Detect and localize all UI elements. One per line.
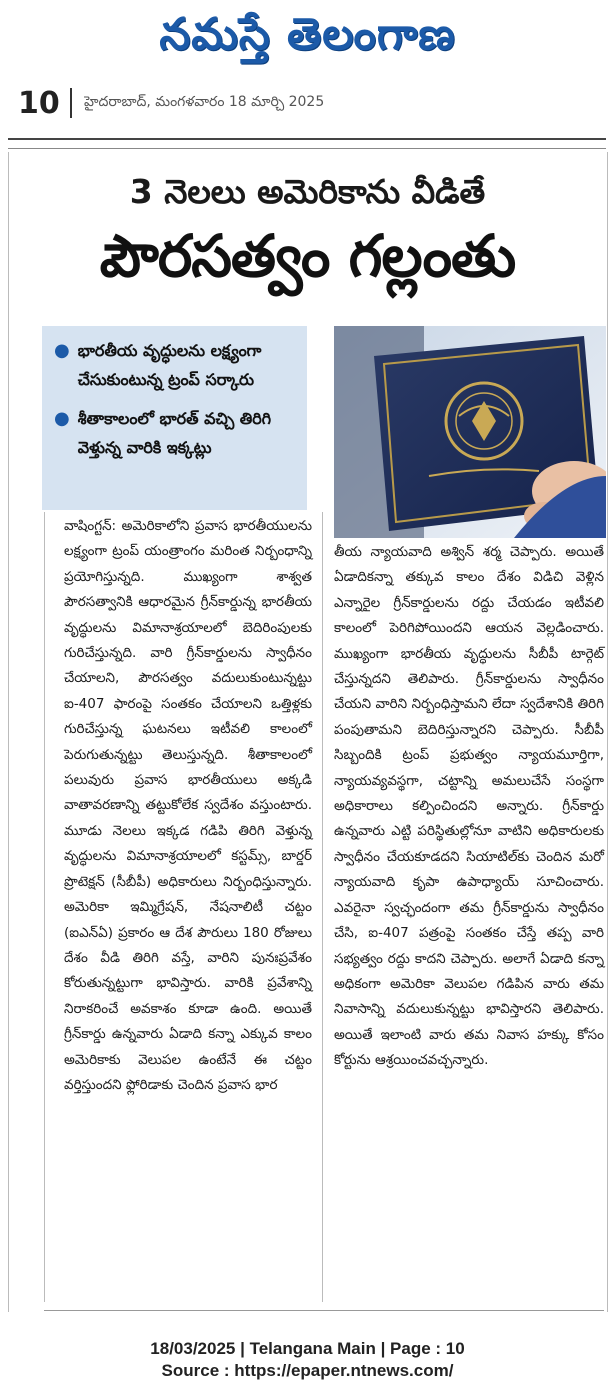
highlight-text: భారతీయ వృద్ధులను లక్ష్యంగా చేసుకుంటున్న ట్రంప్ సర్కారు xyxy=(77,341,262,389)
highlight-item xyxy=(54,336,299,394)
article-body-column-right: తీయ న్యాయవాది అశ్విన్ శర్మ చెప్పారు. అయితే ఏడాదికన్నా తక్కువ కాలం దేశం విడిచి వెళ్లిన ఎన్నారైల గ్రీన్‌కార్డులను రద్దు చేయడం ఇటీవలి కాలంలో పెరిగిపోయిందని ఆయన వెల్లడించారు. ముఖ్యంగా భారతీయ వృద్ధులను సీబీపీ టార్గెట్ చేస్తున్నదని తెలిపారు. గ్రీన్‌కార్డులను స్వాధీనం చేయని వారిని నిర్బంధిస్తామని లేదా స్వదేశానికి తిరిగి పంపుతామని బెదిరిస్తున్నారని చెప్పారు. సీబీపీ సిబ్బందికి ట్రంప్ ప్రభుత్వం న్యాయమూర్తిగా, న్యాయవ్యవస్థగా, చట్టాన్ని అమలుచేసే సంస్థగా అధికారాలు కల్పించిందని అన్నారు. గ్రీన్‌కార్డు ఉన్నవారు ఎట్టి పరిస్థితుల్లోనూ వాటిని అధికారులకు స్వాధీనం చేయకూడదని సియాటిల్‌కు చెందిన మరో న్యాయవాది కృపా ఉపాధ్యాయ్ సూచించారు. ఎవరైనా స్వచ్ఛందంగా తమ గ్రీన్‌కార్డును స్వాధీనం చేసి, ఐ-407 పత్రంపై సంతకం చేస్తే తప్ప వారి సభ్యత్వం రద్దు కాదని చెప్పారు. అలాగే ఏడాది కన్నా అధికంగా అమెరికా వెలుపల గడిపిన వారు తమ నివాసాన్ని వదులుకున్నట్టు భావిస్తారని తెలిపారు. అయితే ఇలాంటి వారు తమ నివాస హక్కు కోసం కోర్టును ఆశ్రయించవచ్చన్నారు. xyxy=(334,544,604,1069)
footer-source-link[interactable]: Source : https://epaper.ntnews.com/ xyxy=(161,1361,454,1380)
folio-divider xyxy=(70,88,72,118)
highlight-text: శీతాకాలంలో భారత్ వచ్చి తిరిగి వెళ్తున్న వారికి ఇక్కట్లు xyxy=(77,409,272,457)
footer-dateline: 18/03/2025 | Telangana Main | Page : 10 xyxy=(150,1339,465,1358)
citizenship-certificate-image xyxy=(334,326,606,538)
masthead xyxy=(0,0,615,80)
column-rule-left xyxy=(44,512,45,1302)
highlight-item xyxy=(54,404,299,462)
article-photo xyxy=(334,326,606,538)
article-headline: పౌరసత్వం గల్లంతు xyxy=(99,222,516,290)
page-number: 10 xyxy=(18,85,60,121)
column-rule-middle xyxy=(322,512,323,1302)
folio-dateline: హైదరాబాద్, మంగళవారం 18 మార్చి 2025 xyxy=(84,94,325,110)
masthead-title: నమస్తే తెలంగాణ xyxy=(159,9,456,60)
source-footer xyxy=(0,1338,615,1382)
article-kicker: 3 నెలలు అమెరికాను వీడితే xyxy=(129,172,486,211)
top-rule-thin xyxy=(8,148,606,149)
highlights-box xyxy=(42,326,307,510)
bullet-icon: ● xyxy=(54,408,70,429)
bottom-rule xyxy=(44,1310,604,1311)
top-rule xyxy=(8,138,606,140)
folio-bar xyxy=(18,86,608,120)
article-body-column-left: వాషింగ్టన్: అమెరికాలోని ప్రవాస భారతీయులను లక్ష్యంగా ట్రంప్ యంత్రాంగం మరింత నిర్బంధాన్ని ప్రయోగిస్తున్నది. ముఖ్యంగా శాశ్వత పౌరసత్వానికి ఆధారమైన గ్రీన్‌కార్డున్న భారతీయ వృద్ధులను విమానాశ్రయాలలో బెదిరింపులకు గురిచేస్తున్నది. వారి గ్రీన్‌కార్డులను స్వాధీనం చేయాలని, పౌరసత్వం వదులుకుంటున్నట్టు ఐ-407 ఫారంపై సంతకం చేయాలని ఒత్తిళ్లకు గురిచేస్తున్న ఘటనలు ఇటీవలి కాలంలో పెరుగుతున్నట్టు తెలుస్తున్నది. శీతాకాలంలో పలువురు ప్రవాస భారతీయులు అక్కడి వాతావరణాన్ని తట్టుకోలేక స్వదేశం వస్తుంటారు. మూడు నెలలు ఇక్కడ గడిపి తిరిగి వెళ్తున్న వృద్ధులను విమానాశ్రయాలలో కస్టమ్స్, బార్డర్ ప్రొటెక్షన్ (సీబీపీ) అధికారులు నిర్బంధిస్తున్నారు. అమెరికా ఇమ్మిగ్రేషన్, నేషనాలిటీ చట్టం (ఐఎన్ఏ) ప్రకారం ఆ దేశ పౌరులు 180 రోజులు దేశం వీడి తిరిగి వస్తే, వారిని పునఃప్రవేశం కోరుతున్నట్టుగా భావిస్తారు. వారికి ప్రవేశాన్ని నిరాకరించే అవకాశం కూడా ఉంది. అయితే గ్రీన్‌కార్డు ఉన్నవారు ఏడాది కన్నా ఎక్కువ కాలం అమెరికాకు వెలుపల ఉంటేనే ఈ చట్టం వర్తిస్తుందని ఫ్లోరిడాకు చెందిన ప్రవాస భార xyxy=(64,518,312,1093)
bullet-icon: ● xyxy=(54,340,70,361)
